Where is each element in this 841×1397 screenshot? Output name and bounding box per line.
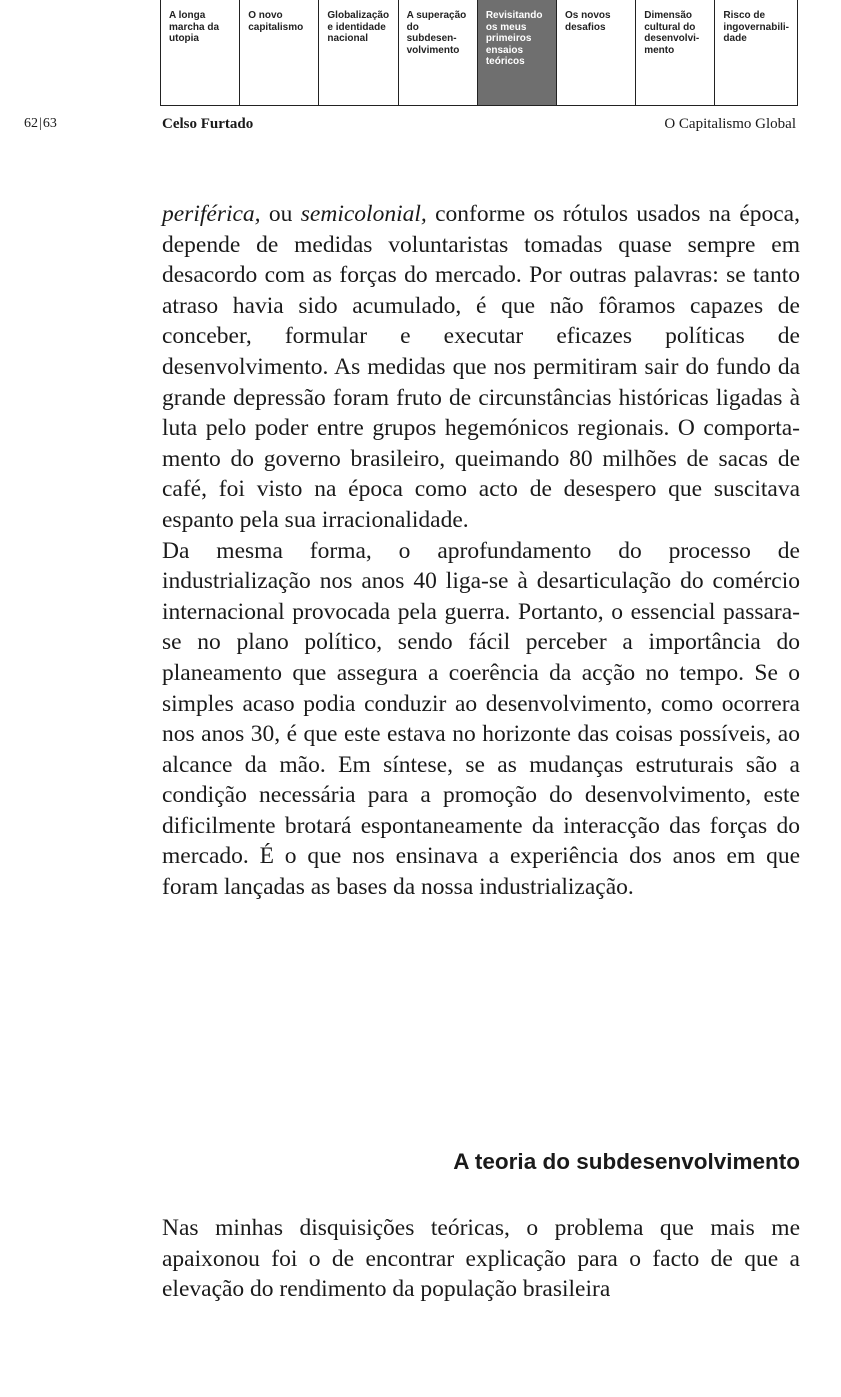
chapter-tab-label: O novo capitalismo [248, 10, 304, 33]
chapter-tab-2 [240, 0, 319, 105]
book-title: O Capitalismo Global [664, 116, 796, 132]
chapter-tab-1 [161, 0, 240, 105]
chapter-navigation [160, 0, 798, 106]
page-number-left: 62 [24, 116, 38, 131]
chapter-tab-label: Globalização e identidade nacional [327, 10, 390, 44]
italic-term: semicolonial, [300, 201, 427, 227]
chapter-tab-label: Revisitando os meus primeiros ensaios teóricos [485, 10, 543, 67]
chapter-tab-3 [319, 0, 398, 105]
chapter-tab-6 [557, 0, 636, 105]
section-heading: A teoria do subdesenvolvimento [453, 1149, 800, 1174]
chapter-tab-label: Risco de ingovernabili- dade [723, 10, 789, 44]
paragraph-1 [162, 199, 800, 536]
running-header [0, 116, 841, 138]
section-paragraph-1: Nas minhas disquisições teóricas, o problema que mais me apaixonou foi o de encontrar explicação para o facto de que a elevação do rendimento da população brasileira [162, 1215, 800, 1303]
chapter-tab-4 [399, 0, 478, 105]
page-number-right: 63 [42, 116, 57, 131]
chapter-tab-7 [636, 0, 715, 105]
paragraph-2: Da mesma forma, o aprofundamento do processo de industrialização nos anos 40 liga-se à desarticulação do comércio internacional provocada pela guerra. Portanto, o essencial passara-se no plano político, sendo fácil perceber a importância do planeamento que assegura a coerência da acção no tempo. Se o simples acaso podia conduzir ao desenvolvimento, como ocorrera nos anos 30, é que este estava no horizonte das coisas possíveis, ao alcance da mão. Em síntese, se as mudanças estruturais são a condição necessária para a promoção do desenvolvimento, este dificilmente brotará espontaneamente da interacção das forças do mercado. É o que nos ensinava a experiência dos anos em que foram lançadas as bases da nossa industrialização. [162, 537, 800, 901]
body-text [162, 199, 800, 903]
italic-term: periférica, [162, 201, 261, 227]
text-run: ou [260, 201, 301, 227]
section-body [162, 1213, 800, 1305]
chapter-tab-8 [715, 0, 798, 105]
chapter-tab-label: A superação do subdesen- volvimento [406, 10, 467, 56]
chapter-tab-label: Os novos desafios [565, 10, 611, 33]
chapter-tab-label: Dimensão cultural do desenvolvi- mento [644, 10, 700, 56]
author-name: Celso Furtado [162, 116, 254, 132]
chapter-tab-5-current [478, 0, 557, 105]
text-run: conforme os rótulos usados na época, depende de medidas voluntaristas tomadas quase sempre em desacordo com as forças do mercado. Por outras palavras: se tanto atraso havia sido acumulado, é que não fôramos capazes de conceber, formular e executar eficazes políticas de desenvolvimento. As medidas que nos permitiram sair do fundo da grande depressão foram fruto de circunstâncias históricas ligadas à luta pelo poder entre grupos hegemónicos regionais. O comportamento do governo brasileiro, queimando 80 milhões de sacas de café, foi visto na época como acto de desespero que suscitava espanto pela sua irracionalidade. [162, 201, 800, 533]
page-numbers: 62|63 [24, 116, 57, 131]
chapter-tab-label: A longa marcha da utopia [169, 10, 220, 44]
